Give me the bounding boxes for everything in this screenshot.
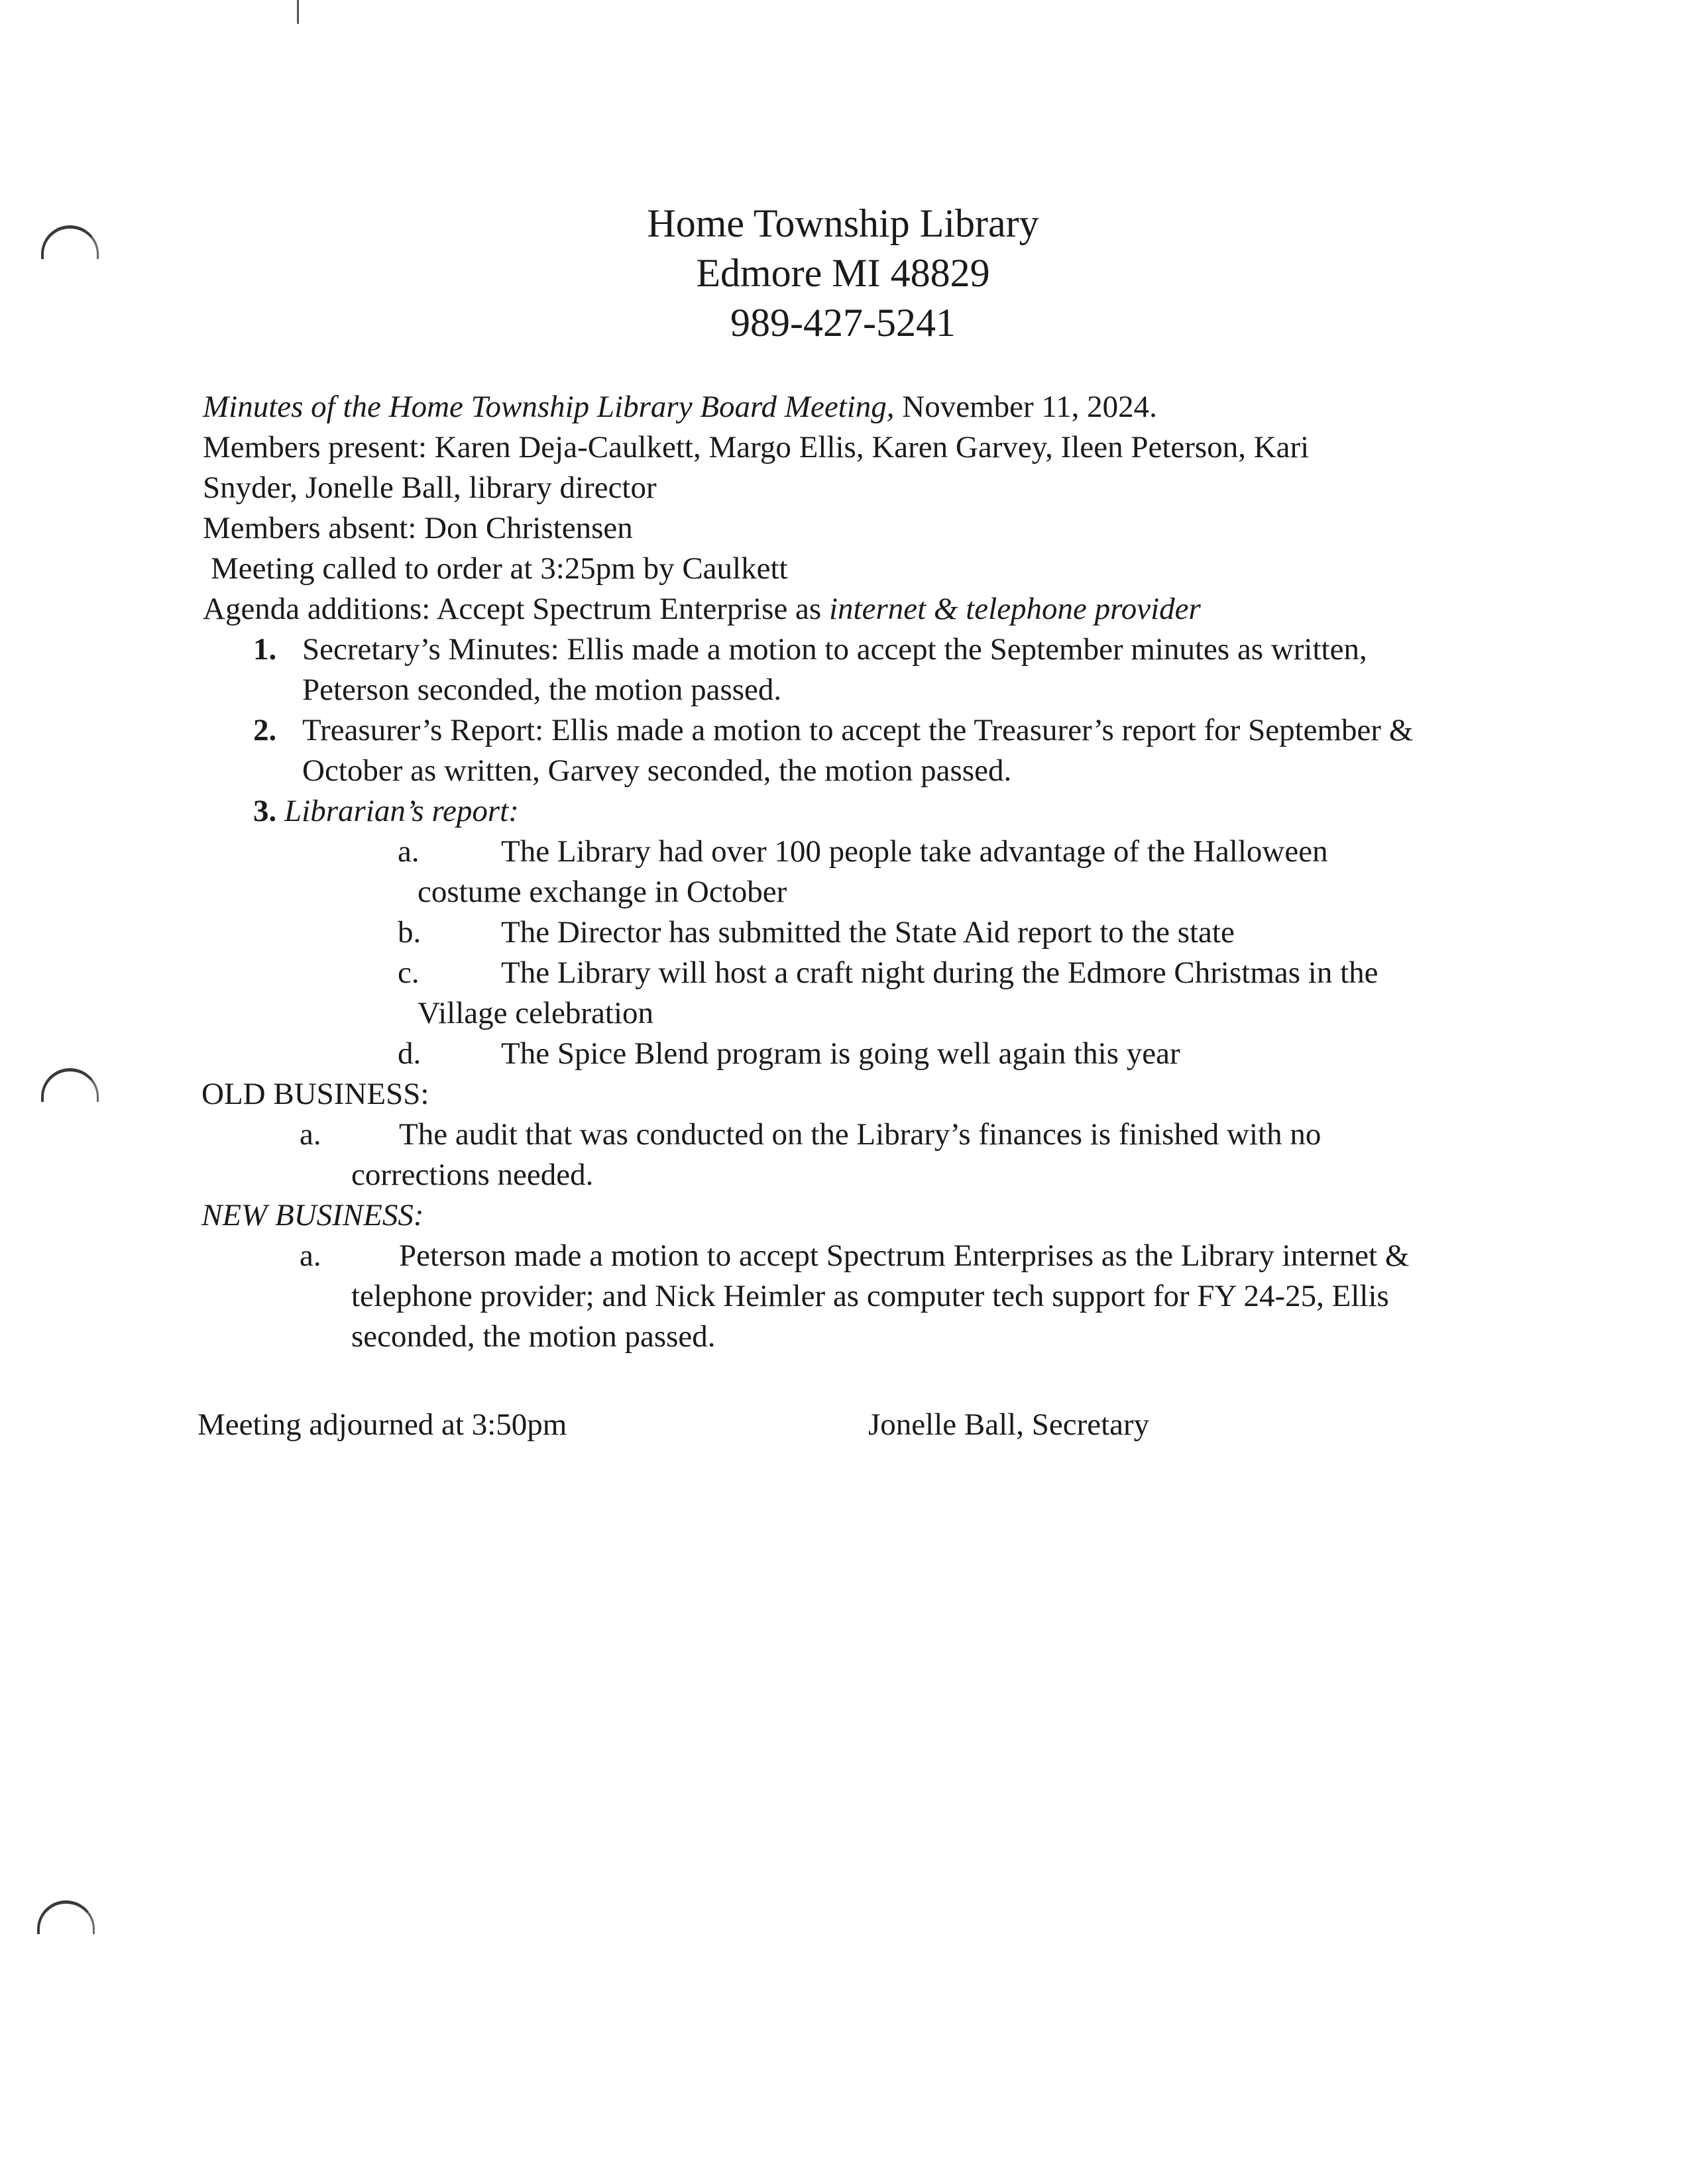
- subitem-line: Village celebration: [418, 996, 654, 1030]
- subitem-line: The Library had over 100 people take advantage of the Halloween: [501, 834, 1328, 869]
- list-item-line: Peterson seconded, the motion passed.: [302, 673, 782, 707]
- subitem-line: costume exchange in October: [418, 875, 787, 909]
- list-item-line: Treasurer’s Report: Ellis made a motion to accept the Treasurer’s report for September &: [302, 713, 1414, 747]
- library-address: Edmore MI 48829: [696, 251, 990, 295]
- subitem-line: The Spice Blend program is going well again this year: [501, 1036, 1180, 1071]
- subitem-letter: b.: [398, 915, 422, 950]
- list-item-treasurer-report: [203, 710, 1522, 791]
- minutes-title: [203, 387, 1522, 427]
- business-item-line: telephone provider; and Nick Heimler as computer tech support for FY 24-25, Ellis: [351, 1279, 1389, 1313]
- binder-hole-middle: [41, 1068, 99, 1102]
- library-phone: 989-427-5241: [730, 301, 956, 345]
- minutes-date: November 11, 2024.: [894, 390, 1157, 424]
- list-item-secretary-minutes: [203, 629, 1522, 710]
- agenda-additions-italic: internet & telephone provider: [828, 592, 1201, 626]
- new-business-item-a: [203, 1236, 1522, 1357]
- old-business-item-a: [203, 1115, 1522, 1195]
- list-item-number: 3.: [253, 794, 277, 828]
- list-item-number: 2.: [253, 713, 277, 747]
- list-item-line: Secretary’s Minutes: Ellis made a motion to accept the September minutes as written,: [302, 632, 1367, 667]
- meeting-adjourned: Meeting adjourned at 3:50pm: [197, 1407, 567, 1442]
- business-item-line: seconded, the motion passed.: [351, 1319, 716, 1354]
- business-item-line: The audit that was conducted on the Library’s finances is finished with no: [399, 1117, 1321, 1152]
- minutes-title-text: Minutes of the Home Township Library Board Meeting,: [203, 390, 895, 424]
- agenda-additions: [203, 589, 1522, 629]
- subitem-line: The Director has submitted the State Aid report to the state: [501, 915, 1235, 950]
- list-item-number: 1.: [253, 632, 277, 667]
- subitem-letter: d.: [398, 1036, 422, 1071]
- library-name: Home Township Library: [647, 201, 1039, 245]
- scan-artifact: [297, 0, 299, 24]
- secretary-signature: Jonelle Ball, Secretary: [868, 1407, 1150, 1442]
- subitem-letter: a.: [398, 834, 420, 869]
- members-present-line-2: Snyder, Jonelle Ball, library director: [203, 470, 657, 505]
- subitem-line: The Library will host a craft night during the Edmore Christmas in the: [501, 956, 1378, 990]
- minutes-body: [203, 387, 1522, 1357]
- business-item-letter: a.: [300, 1238, 321, 1273]
- agenda-additions-text: Agenda additions: Accept Spectrum Enterprise as: [203, 592, 829, 626]
- new-business-heading: NEW BUSINESS:: [201, 1198, 424, 1232]
- librarian-subitem-c: [203, 953, 1522, 1034]
- binder-hole-bottom: [37, 1900, 95, 1934]
- subitem-letter: c.: [398, 956, 420, 990]
- librarian-report-label: Librarian’s report:: [276, 794, 519, 828]
- called-to-order: Meeting called to order at 3:25pm by Caulkett: [211, 551, 788, 586]
- letterhead: [0, 199, 1686, 348]
- members-absent: Members absent: Don Christensen: [203, 511, 633, 545]
- members-present-line-1: Members present: Karen Deja-Caulkett, Margo Ellis, Karen Garvey, Ileen Peterson, Kari: [203, 430, 1310, 464]
- business-item-line: corrections needed.: [351, 1158, 594, 1192]
- librarian-report-heading: [203, 791, 1522, 832]
- librarian-subitem-a: [203, 832, 1522, 912]
- business-item-line: Peterson made a motion to accept Spectrum Enterprises as the Library internet &: [399, 1238, 1410, 1273]
- librarian-subitem-b: [203, 912, 1522, 953]
- list-item-line: October as written, Garvey seconded, the motion passed.: [302, 753, 1012, 788]
- business-item-letter: a.: [300, 1117, 321, 1152]
- old-business-heading: OLD BUSINESS:: [201, 1077, 429, 1111]
- librarian-subitem-d: [203, 1034, 1522, 1074]
